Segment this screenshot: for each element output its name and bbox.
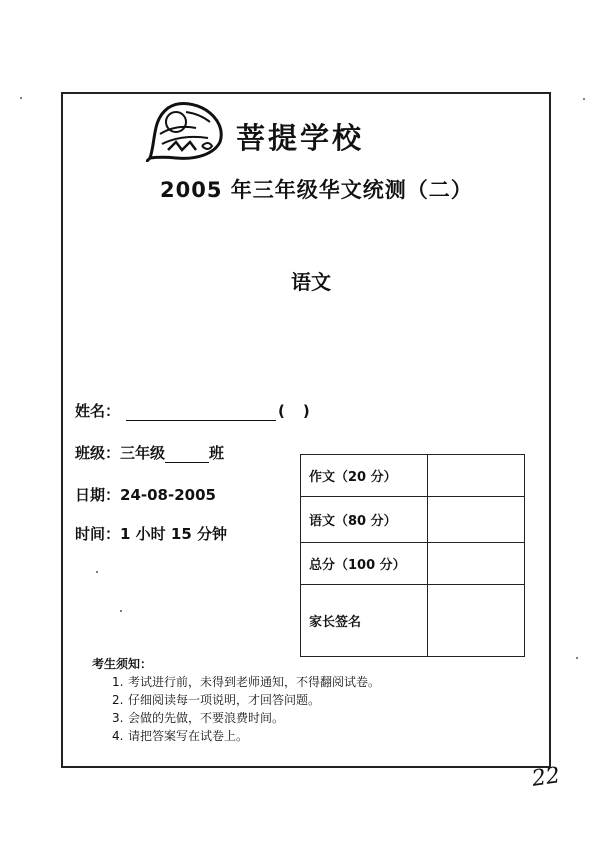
score-box[interactable] [428, 497, 525, 543]
score-box[interactable] [428, 455, 525, 497]
time-value: 1 小时 15 分钟 [120, 525, 227, 543]
score-row-composition [301, 455, 525, 497]
score-box[interactable] [428, 543, 525, 585]
time-label: 时间： [75, 525, 121, 543]
score-table [300, 454, 525, 657]
class-suffix: 班 [209, 444, 225, 462]
school-name: 菩提学校 [236, 121, 365, 155]
name-paren-open: ( [278, 402, 285, 420]
notice-number: 2. [112, 693, 124, 707]
name-blank[interactable] [126, 406, 276, 421]
date-value: 24-08-2005 [120, 486, 216, 504]
notice-item [112, 673, 380, 691]
date-label: 日期： [75, 486, 121, 504]
date-row [75, 484, 216, 505]
score-label: 总分（100 分） [301, 543, 428, 585]
name-label: 姓名： [75, 402, 121, 420]
notice-list [112, 673, 380, 745]
exam-title: 2005 年三年级华文统测（二） [160, 178, 473, 202]
scan-speck [96, 571, 98, 573]
notice-text: 仔细阅读每一项说明，才回答问题。 [128, 693, 321, 707]
score-label: 作文（20 分） [301, 455, 428, 497]
scan-speck [576, 657, 578, 659]
class-grade: 三年级 [120, 444, 166, 462]
notice-title: 考生须知： [92, 657, 153, 671]
scan-speck [120, 610, 122, 612]
notice-text: 考试进行前，未得到老师通知，不得翻阅试卷。 [128, 675, 381, 689]
name-row [75, 400, 310, 421]
bodhi-leaf-logo-icon [146, 100, 226, 162]
score-row-language [301, 497, 525, 543]
notice-item [112, 691, 380, 709]
notice-text: 会做的先做，不要浪费时间。 [128, 711, 285, 725]
score-row-parent-signature [301, 585, 525, 657]
notice-item [112, 709, 380, 727]
notice-item [112, 727, 380, 745]
notice-number: 3. [112, 711, 124, 725]
score-label: 家长签名 [301, 585, 428, 657]
handwritten-page-number: 22 [530, 763, 562, 792]
notice-number: 1. [112, 675, 124, 689]
notice-text: 请把答案写在试卷上。 [128, 729, 249, 743]
class-row [75, 442, 224, 463]
time-row [75, 523, 227, 544]
score-row-total [301, 543, 525, 585]
subject-title: 语文 [291, 270, 331, 294]
class-blank[interactable] [165, 448, 209, 463]
signature-box[interactable] [428, 585, 525, 657]
class-label: 班级： [75, 444, 121, 462]
scan-speck [583, 98, 585, 100]
scan-speck [20, 97, 22, 99]
score-label: 语文（80 分） [301, 497, 428, 543]
name-paren-close: ) [302, 402, 310, 420]
notice-number: 4. [112, 729, 124, 743]
